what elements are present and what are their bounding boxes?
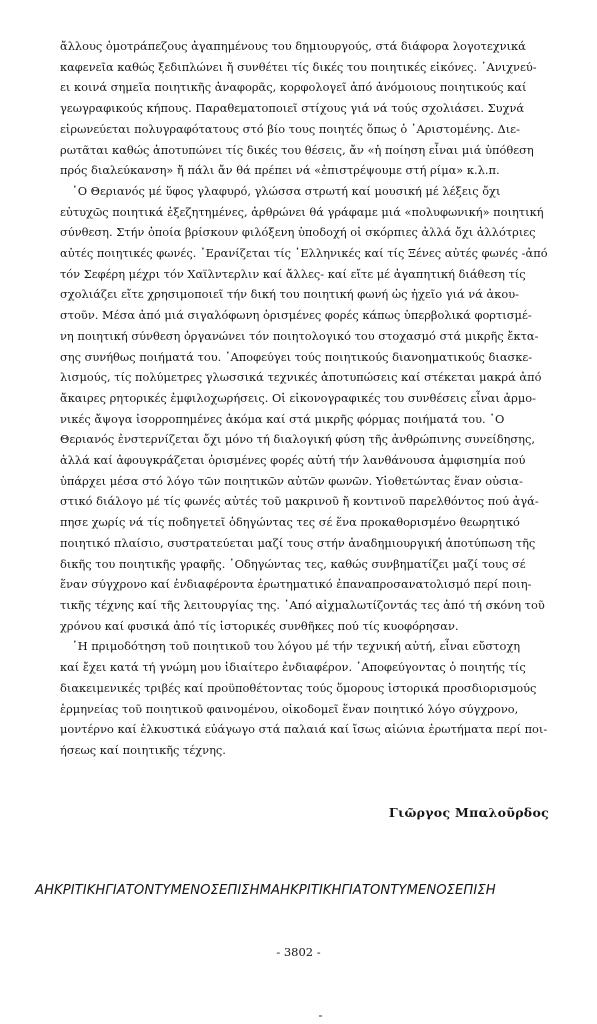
text-line: λισμούς, τίς πολύμετρες γλωσσικά τεχνικές ἀποτυπώσεις καί στέκεται μακρά ἀπό (60, 370, 542, 385)
text-line: καί ἔχει κατά τή γνώμη μου ἰδιαίτερο ἐνδιαφέρον. ᾿Αποφεύγοντας ὁ ποιητής τίς (60, 660, 526, 675)
text-line: ποιητικό πλαίσιο, συστρατεύεται μαζί τους στήν ἀναδημιουργική ἀποτύπωση τῆς (60, 535, 536, 550)
paragraph-3 (60, 636, 550, 760)
text-line: μοντέρνο καί ἑλκυστικά εὐάγωγο στά παλαιά καί ἴσως αἰώνια ἐρωτήματα περί ποι- (60, 722, 548, 737)
text-line: πησε χωρίς νά τίς ποδηγετεῖ ὁδηγώντας τες σέ ἕνα προκαθορισμένο θεωρητικό (60, 515, 520, 530)
text-line: σης συνήθως ποιήματά του. ᾿Αποφεύγει τούς ποιητικούς διανοηματικούς διασκε- (60, 349, 533, 364)
running-banner: ΑΗΚΡΙΤΙΚΗΓΙΑΤΟΝΤΥΜΕΝΟΣΕΠΙΣΗΜΑΗΚΡΙΤΙΚΗΓΙΑΤΟΝΤΥΜΕΝΟΣΕΠΙΣΗ (35, 883, 496, 898)
text-line: ἑρμηνείας τοῦ ποιητικοῦ φαινομένου, οἰκοδομεῖ ἕναν ποιητικό λόγο σύγχρονο, (60, 701, 519, 716)
scan-speck (319, 1015, 322, 1017)
text-line: στικό διάλογο μέ τίς φωνές αὐτές τοῦ μακρινοῦ ἤ κοντινοῦ παρελθόντος πού ἀγά- (60, 494, 539, 509)
author-signature: Γιῶργος Μπαλοῦρδος (388, 805, 549, 820)
text-line: ἕναν σύγχρονο καί ἐνδιαφέροντα ἐρωτηματικό ἐπαναπροσανατολισμό περί ποιη- (60, 577, 532, 592)
text-line: διακειμενικές τριβές καί προϋποθέτοντας τούς ὅμορους ἱστορικά προσδιορισμούς (60, 680, 537, 695)
text-line: πρός διαλεύκανση» ἤ πάλι ἄν θά πρέπει νά «ἐπιστρέψουμε στή ρίμα» κ.λ.π. (60, 163, 500, 178)
paragraph-1 (60, 36, 550, 181)
text-line: ἄκαιρες ρητορικές ἐμφιλοχωρήσεις. Οἱ εἰκονογραφικές του συνθέσεις εἶναι ἁρμο- (60, 390, 536, 405)
text-line: ήσεως καί ποιητικῆς τέχνης. (60, 742, 226, 757)
text-line: εὐτυχῶς ποιητικά ἐξεζητημένες, ἀρθρώνει θά γράφαμε μιά «πολυφωνική» ποιητική (60, 204, 544, 219)
text-line: γεωγραφικούς κήπους. Παραθεματοποιεῖ στίχους γιά νά τούς σχολιάσει. Συχνά (60, 101, 525, 116)
paragraph-2 (60, 181, 550, 636)
text-line: καφενεῖα καθώς ξεδιπλώνει ἤ συνθέτει τίς δικές του ποιητικές εἰκόνες. ᾿Ανιχνεύ- (60, 59, 537, 74)
text-line: στοῦν. Μέσα ἀπό μιά σιγαλόφωνη ὁρισμένες φορές κάπως ὑπερβολικά φορτισμέ- (60, 308, 532, 323)
text-line: τόν Σεφέρη μέχρι τόν Χαϊλντερλιν καί ἄλλες- καί εἴτε μέ ἀγαπητική διάθεση τίς (60, 266, 526, 281)
text-line: σχολιάζει εἴτε χρησιμοποιεῖ τήν δική του ποιητική φωνή ὡς ἠχεῖο γιά νά ἀκου- (60, 287, 519, 302)
text-line: ῾Η πριμοδότηση τοῦ ποιητικοῦ του λόγου μέ τήν τεχνική αὐτή, εἶναι εὔστοχη (72, 639, 521, 654)
text-line: εἰρωνεύεται πολυγραφότατους στό βίο τους ποιητές ὅπως ὁ ᾿Αριστομένης. Διε- (60, 121, 520, 136)
article-body (60, 36, 550, 761)
text-line: ἀλλά καί ἀφουγκράζεται ὁρισμένες φορές αὐτή τήν λανθάνουσα ἀμφισημία πού (60, 453, 526, 468)
text-line: χρόνου καί φυσικά ἀπό τίς ἱστορικές συνθῆκες πού τίς κυοφόρησαν. (60, 618, 459, 633)
text-line: Θεριανός ἐνστερνίζεται ὄχι μόνο τή διαλογική φύση τῆς ἀνθρώπινης συνείδησης, (60, 432, 536, 447)
text-line: ει κοινά σημεῖα ποιητικῆς ἀναφορᾶς, κορφολογεῖ ἀπό ἀνόμοιους ποιητικούς καί (60, 80, 527, 95)
text-line: ῾Ο Θεριανός μέ ὕφος γλαφυρό, γλώσσα στρωτή καί μουσική μέ λέξεις ὄχι (72, 183, 501, 198)
text-line: ἄλλους ὁμοτράπεζους ἀγαπημένους του δημιουργούς, στά διάφορα λογοτεχνικά (60, 39, 526, 53)
text-line: δικῆς του ποιητικῆς γραφῆς. ᾿Οδηγώντας τες, καθώς συνβηματίζει μαζί τους σέ (60, 556, 526, 571)
text-line: ρωτᾶται καθώς ἀποτυπώνει τίς δικές του θέσεις, ἄν «ἡ ποίηση εἶναι μιά ὑπόθεση (60, 142, 534, 157)
text-line: αὐτές ποιητικές φωνές. ᾿Ερανίζεται τίς ῾Ελληνικές καί τίς Ξένες αὐτές φωνές -ἀπό (60, 246, 548, 261)
page-number: - 3802 - (276, 945, 321, 959)
text-line: νη ποιητική σύνθεση ὀργανώνει τόν ποιητολογικό του στοχασμό στά μικρῆς ἔκτα- (60, 328, 539, 343)
text-line: τικῆς τέχνης καί τῆς λειτουργίας της. ᾿Από αἰχμαλωτίζοντάς τες ἀπό τή σκόνη τοῦ (60, 597, 545, 612)
text-line: ὑπάρχει μέσα στό λόγο τῶν ποιητικῶν αὐτῶν φωνῶν. Υἱοθετώντας ἕναν οὐσια- (60, 473, 523, 488)
text-line: νικές ἄψογα ἰσορροπημένες ἀκόμα καί στά μικρῆς φόρμας ποιήματά του. ῾Ο (60, 411, 505, 426)
text-line: σύνθεση. Στήν ὁποία βρίσκουν φιλόξενη ὑποδοχή οἱ σκόρπιες ἀλλά ὄχι ἀλλότριες (60, 225, 536, 240)
